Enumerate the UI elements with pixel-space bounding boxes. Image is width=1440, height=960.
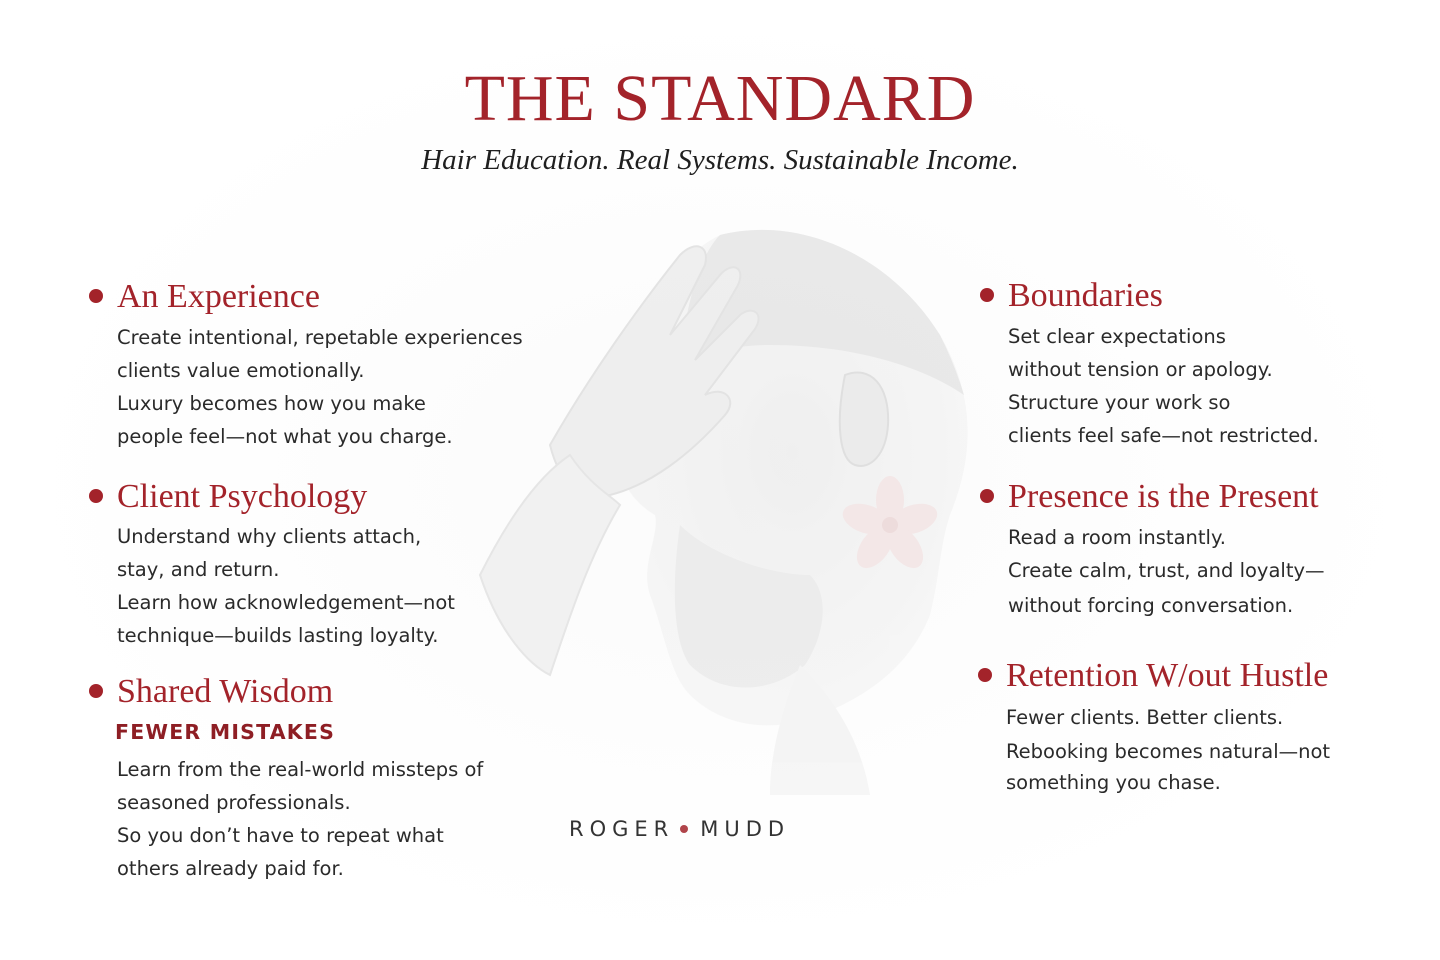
body-line: without forcing conversation. — [1008, 594, 1294, 617]
section-heading: Boundaries — [1008, 277, 1163, 314]
section-body — [1008, 521, 1325, 624]
bullet-dot — [89, 289, 103, 303]
body-line: others already paid for. — [117, 857, 344, 880]
brand-last-name: MUDD — [700, 817, 791, 841]
bullet-dot — [978, 668, 992, 682]
section-heading: Retention W/out Hustle — [1006, 657, 1329, 694]
body-line: Learn from the real-world missteps of — [117, 758, 484, 781]
body-line: people feel—not what you charge. — [117, 425, 453, 448]
bullet-dot — [89, 684, 103, 698]
section-an-experience — [89, 280, 569, 460]
section-body — [117, 753, 483, 885]
page-title: THE STANDARD — [464, 62, 976, 135]
section-heading: Presence is the Present — [1008, 478, 1319, 515]
section-body — [1008, 320, 1319, 452]
body-line: Learn how acknowledgement—not — [117, 591, 455, 614]
section-shared-wisdom — [89, 675, 569, 895]
section-heading: Client Psychology — [117, 478, 368, 515]
body-line: clients value emotionally. — [117, 359, 365, 382]
bullet-dot — [980, 288, 994, 302]
body-line: Understand why clients attach, — [117, 525, 422, 548]
body-line: Read a room instantly. — [1008, 526, 1226, 549]
body-line: So you don’t have to repeat what — [117, 824, 444, 847]
body-line: Create intentional, repetable experiences — [117, 326, 523, 349]
body-line: Structure your work so — [1008, 391, 1231, 414]
brand-separator-dot — [680, 825, 688, 833]
body-line: clients feel safe—not restricted. — [1008, 424, 1319, 447]
section-client-psychology — [89, 480, 569, 660]
body-line: without tension or apology. — [1008, 358, 1273, 381]
section-body — [117, 321, 523, 453]
body-line: stay, and return. — [117, 558, 280, 581]
body-line: Fewer clients. Better clients. — [1006, 706, 1284, 729]
body-line: Create calm, trust, and loyalty— — [1008, 559, 1325, 582]
body-line: Set clear expectations — [1008, 325, 1226, 348]
section-heading: An Experience — [117, 278, 320, 315]
bullet-dot — [980, 489, 994, 503]
body-line: technique—builds lasting loyalty. — [117, 624, 439, 647]
section-retention — [978, 659, 1418, 809]
section-presence — [980, 480, 1420, 640]
section-body — [1006, 700, 1330, 798]
section-body — [117, 520, 455, 652]
section-boundaries — [980, 279, 1420, 459]
body-line: Rebooking becomes natural—not — [1006, 740, 1331, 763]
section-subheading: FEWER MISTAKES — [115, 720, 336, 744]
body-line: Luxury becomes how you make — [117, 392, 426, 415]
section-heading: Shared Wisdom — [117, 673, 334, 710]
page-subtitle: Hair Education. Real Systems. Sustainable Income. — [421, 144, 1019, 176]
body-line: seasoned professionals. — [117, 791, 351, 814]
body-line: something you chase. — [1006, 771, 1221, 794]
brand-logo — [569, 816, 790, 842]
bullet-dot — [89, 489, 103, 503]
brand-first-name: ROGER — [569, 817, 675, 841]
